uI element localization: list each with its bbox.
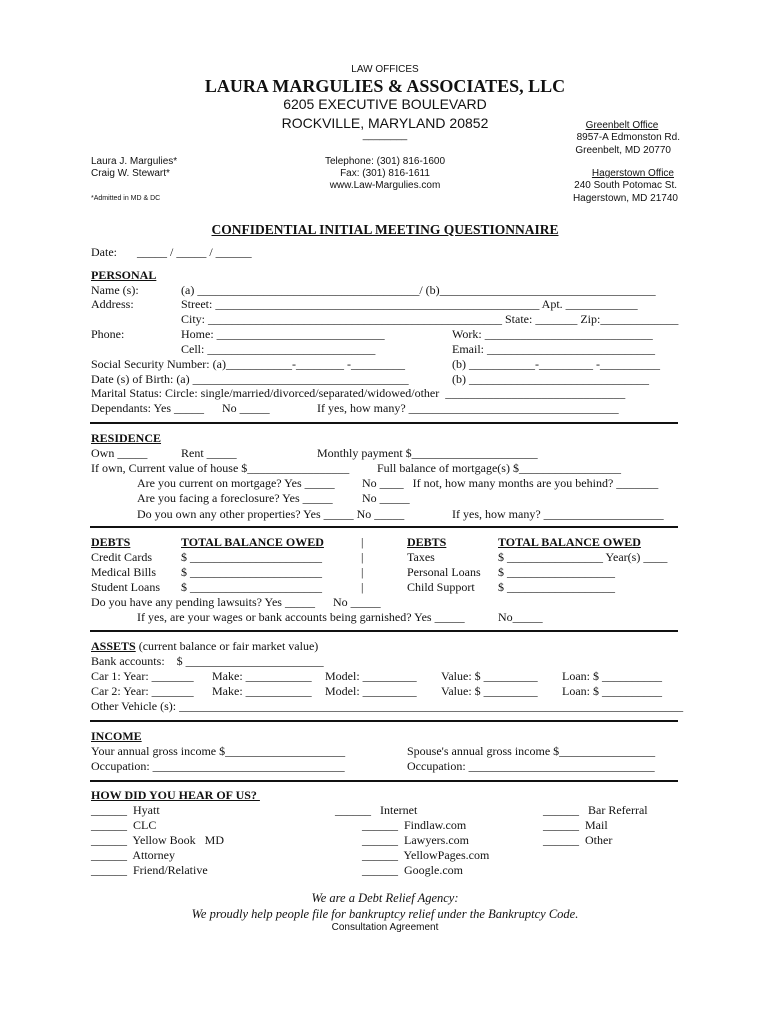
bank-accounts-field[interactable]: Bank accounts: $ _______________________ bbox=[91, 654, 324, 668]
admitted-note: *Admitted in MD & DC bbox=[91, 195, 161, 202]
spouse-income-field[interactable]: Spouse's annual gross income $________________ bbox=[407, 744, 656, 758]
own-field[interactable]: Own _____ bbox=[91, 446, 148, 460]
house-value-field[interactable]: If own, Current value of house $_________________ bbox=[91, 461, 350, 475]
taxes-label: Taxes bbox=[407, 550, 435, 564]
monthly-payment-field[interactable]: Monthly payment $_____________________ bbox=[317, 446, 538, 460]
fax: Fax: (301) 816-1611 bbox=[340, 168, 430, 179]
telephone: Telephone: (301) 816-1600 bbox=[324, 156, 446, 167]
student-loans-field[interactable]: $ ______________________ bbox=[181, 580, 322, 594]
dob-field[interactable]: Date (s) of Birth: (a) ____________________________________ bbox=[91, 372, 409, 386]
street-field[interactable]: Street: ______________________________________________________ Apt. ____________ bbox=[181, 297, 638, 311]
referral-option[interactable]: ______ Internet bbox=[335, 803, 418, 817]
car1-year-field[interactable]: Car 1: Year: _______ bbox=[91, 669, 194, 683]
personal-loans-field[interactable]: $ __________________ bbox=[498, 565, 615, 579]
hagerstown-office-title: Hagerstown Office bbox=[591, 168, 674, 179]
referral-option[interactable]: ______ YellowPages.com bbox=[362, 848, 490, 862]
referral-option[interactable]: ______ Bar Referral bbox=[543, 803, 648, 817]
car1-make-field[interactable]: Make: ___________ bbox=[212, 669, 312, 683]
assets-subtitle: (current balance or fair market value) bbox=[135, 639, 319, 653]
email-field[interactable]: Email: ____________________________ bbox=[452, 342, 655, 356]
home-phone-field[interactable]: Home: ____________________________ bbox=[181, 327, 385, 341]
dob-b-field[interactable]: (b) ______________________________ bbox=[452, 372, 649, 386]
medical-bills-label: Medical Bills bbox=[91, 565, 156, 579]
other-properties-question[interactable]: Do you own any other properties? Yes _____ No _____ bbox=[137, 507, 405, 521]
personal-loans-label: Personal Loans bbox=[407, 565, 481, 579]
debts-total-heading: TOTAL BALANCE OWED bbox=[181, 535, 324, 549]
cell-phone-field[interactable]: Cell: ____________________________ bbox=[181, 342, 376, 356]
section-divider bbox=[90, 630, 678, 632]
other-properties-count-field[interactable]: If yes, how many? ____________________ bbox=[452, 507, 664, 521]
date-label: Date: bbox=[91, 245, 117, 259]
law-offices-kicker: LAW OFFICES bbox=[351, 64, 419, 75]
debts-total-heading-right: TOTAL BALANCE OWED bbox=[498, 535, 641, 549]
referral-option[interactable]: ______ Other bbox=[543, 833, 613, 847]
debts-heading-right: DEBTS bbox=[407, 535, 447, 549]
section-divider bbox=[90, 720, 678, 722]
taxes-field[interactable]: $ ________________ Year(s) ____ bbox=[498, 550, 668, 564]
car1-loan-field[interactable]: Loan: $ __________ bbox=[562, 669, 662, 683]
foreclosure-no-field[interactable]: No _____ bbox=[362, 491, 410, 505]
mortgage-behind-field[interactable]: No ____ If not, how many months are you behind? _______ bbox=[362, 476, 659, 490]
hagerstown-office-line1: 240 South Potomac St. bbox=[574, 180, 677, 191]
lawsuits-question[interactable]: Do you have any pending lawsuits? Yes _____ No _____ bbox=[91, 595, 381, 609]
firm-address-line2: ROCKVILLE, MARYLAND 20852 bbox=[281, 115, 489, 131]
other-vehicle-field[interactable]: Other Vehicle (s): ____________________________________________________________________________________ bbox=[91, 699, 684, 713]
rent-field[interactable]: Rent _____ bbox=[181, 446, 237, 460]
dependants-field[interactable]: Dependants: Yes _____ No _____ bbox=[91, 401, 270, 415]
spouse-occupation-field[interactable]: Occupation: _______________________________ bbox=[407, 759, 655, 773]
child-support-label: Child Support bbox=[407, 580, 475, 594]
credit-cards-label: Credit Cards bbox=[91, 550, 152, 564]
address-label: Address: bbox=[91, 297, 134, 311]
phone-label: Phone: bbox=[91, 327, 125, 341]
footer-statement: We proudly help people file for bankruptcy relief under the Bankruptcy Code. bbox=[191, 907, 579, 921]
column-divider: | bbox=[361, 535, 364, 549]
garnished-question[interactable]: If yes, are your wages or bank accounts being garnished? Yes _____ bbox=[137, 610, 465, 624]
attorney-name: Craig W. Stewart* bbox=[91, 168, 170, 179]
assets-heading: ASSETS bbox=[91, 639, 136, 653]
car1-model-field[interactable]: Model: _________ bbox=[325, 669, 417, 683]
car2-year-field[interactable]: Car 2: Year: _______ bbox=[91, 684, 194, 698]
ssn-field[interactable]: Social Security Number: (a)___________-________ -_________ bbox=[91, 357, 405, 371]
assets-heading-row bbox=[91, 639, 318, 654]
consultation-agreement-heading: Consultation Agreement bbox=[331, 922, 439, 933]
section-divider bbox=[90, 780, 678, 782]
marital-status-field[interactable]: Marital Status: Circle: single/married/divorced/separated/widowed/other ______________________________ bbox=[91, 386, 626, 400]
letterhead-separator: ________ bbox=[362, 130, 408, 141]
firm-address-line1: 6205 EXECUTIVE BOULEVARD bbox=[283, 96, 487, 112]
annual-income-field[interactable]: Your annual gross income $____________________ bbox=[91, 744, 346, 758]
foreclosure-question[interactable]: Are you facing a foreclosure? Yes _____ bbox=[137, 491, 333, 505]
car2-model-field[interactable]: Model: _________ bbox=[325, 684, 417, 698]
greenbelt-office-title: Greenbelt Office bbox=[585, 120, 659, 131]
dependants-count-field[interactable]: If yes, how many? ___________________________________ bbox=[317, 401, 619, 415]
referral-option[interactable]: ______ CLC bbox=[91, 818, 157, 832]
date-field[interactable]: _____ / _____ / ______ bbox=[137, 245, 252, 259]
hagerstown-office-line2: Hagerstown, MD 21740 bbox=[572, 193, 678, 204]
referral-option[interactable]: ______ Hyatt bbox=[91, 803, 160, 817]
residence-heading: RESIDENCE bbox=[91, 431, 162, 445]
referral-option[interactable]: ______ Yellow Book MD bbox=[91, 833, 225, 847]
form-title: CONFIDENTIAL INITIAL MEETING QUESTIONNAIRE bbox=[211, 222, 559, 237]
section-divider bbox=[90, 526, 678, 528]
column-divider: | bbox=[361, 580, 364, 594]
greenbelt-office-line1: 8957-A Edmonston Rd. bbox=[576, 132, 680, 143]
referral-option[interactable]: ______ Friend/Relative bbox=[91, 863, 208, 877]
section-divider bbox=[90, 422, 678, 424]
greenbelt-office-line2: Greenbelt, MD 20770 bbox=[575, 145, 671, 156]
names-field[interactable]: (a) _____________________________________/ (b)____________________________________ bbox=[181, 283, 656, 297]
column-divider: | bbox=[361, 565, 364, 579]
footer-agency-line: We are a Debt Relief Agency: bbox=[311, 891, 459, 905]
car2-make-field[interactable]: Make: ___________ bbox=[212, 684, 312, 698]
attorney-name: Laura J. Margulies* bbox=[91, 156, 178, 167]
mortgage-current-question[interactable]: Are you current on mortgage? Yes _____ bbox=[137, 476, 335, 490]
mortgage-balance-field[interactable]: Full balance of mortgage(s) $_________________ bbox=[377, 461, 621, 475]
work-phone-field[interactable]: Work: ____________________________ bbox=[452, 327, 653, 341]
car1-value-field[interactable]: Value: $ _________ bbox=[441, 669, 538, 683]
medical-bills-field[interactable]: $ ______________________ bbox=[181, 565, 322, 579]
website: www.Law-Margulies.com bbox=[329, 180, 441, 191]
occupation-field[interactable]: Occupation: ________________________________ bbox=[91, 759, 345, 773]
firm-name: LAURA MARGULIES & ASSOCIATES, LLC bbox=[204, 76, 566, 96]
ssn-b-field[interactable]: (b) ___________-_________ -__________ bbox=[452, 357, 660, 371]
personal-heading: PERSONAL bbox=[91, 268, 157, 282]
referral-option[interactable]: ______ Attorney bbox=[91, 848, 175, 862]
student-loans-label: Student Loans bbox=[91, 580, 160, 594]
income-heading: INCOME bbox=[91, 729, 142, 743]
names-label: Name (s): bbox=[91, 283, 139, 297]
garnished-no-field[interactable]: No_____ bbox=[498, 610, 543, 624]
credit-cards-field[interactable]: $ ______________________ bbox=[181, 550, 322, 564]
referral-option[interactable]: ______ Findlaw.com bbox=[362, 818, 467, 832]
child-support-field[interactable]: $ __________________ bbox=[498, 580, 615, 594]
referral-option[interactable]: ______ Mail bbox=[543, 818, 608, 832]
referral-option[interactable]: ______ Lawyers.com bbox=[362, 833, 469, 847]
referral-option[interactable]: ______ Google.com bbox=[362, 863, 463, 877]
car2-value-field[interactable]: Value: $ _________ bbox=[441, 684, 538, 698]
city-state-zip-field[interactable]: City: _________________________________________________ State: _______ Zip:_____________ bbox=[181, 312, 679, 326]
car2-loan-field[interactable]: Loan: $ __________ bbox=[562, 684, 662, 698]
referral-heading: HOW DID YOU HEAR OF US? bbox=[91, 788, 260, 802]
debts-heading: DEBTS bbox=[91, 535, 131, 549]
column-divider: | bbox=[361, 550, 364, 564]
